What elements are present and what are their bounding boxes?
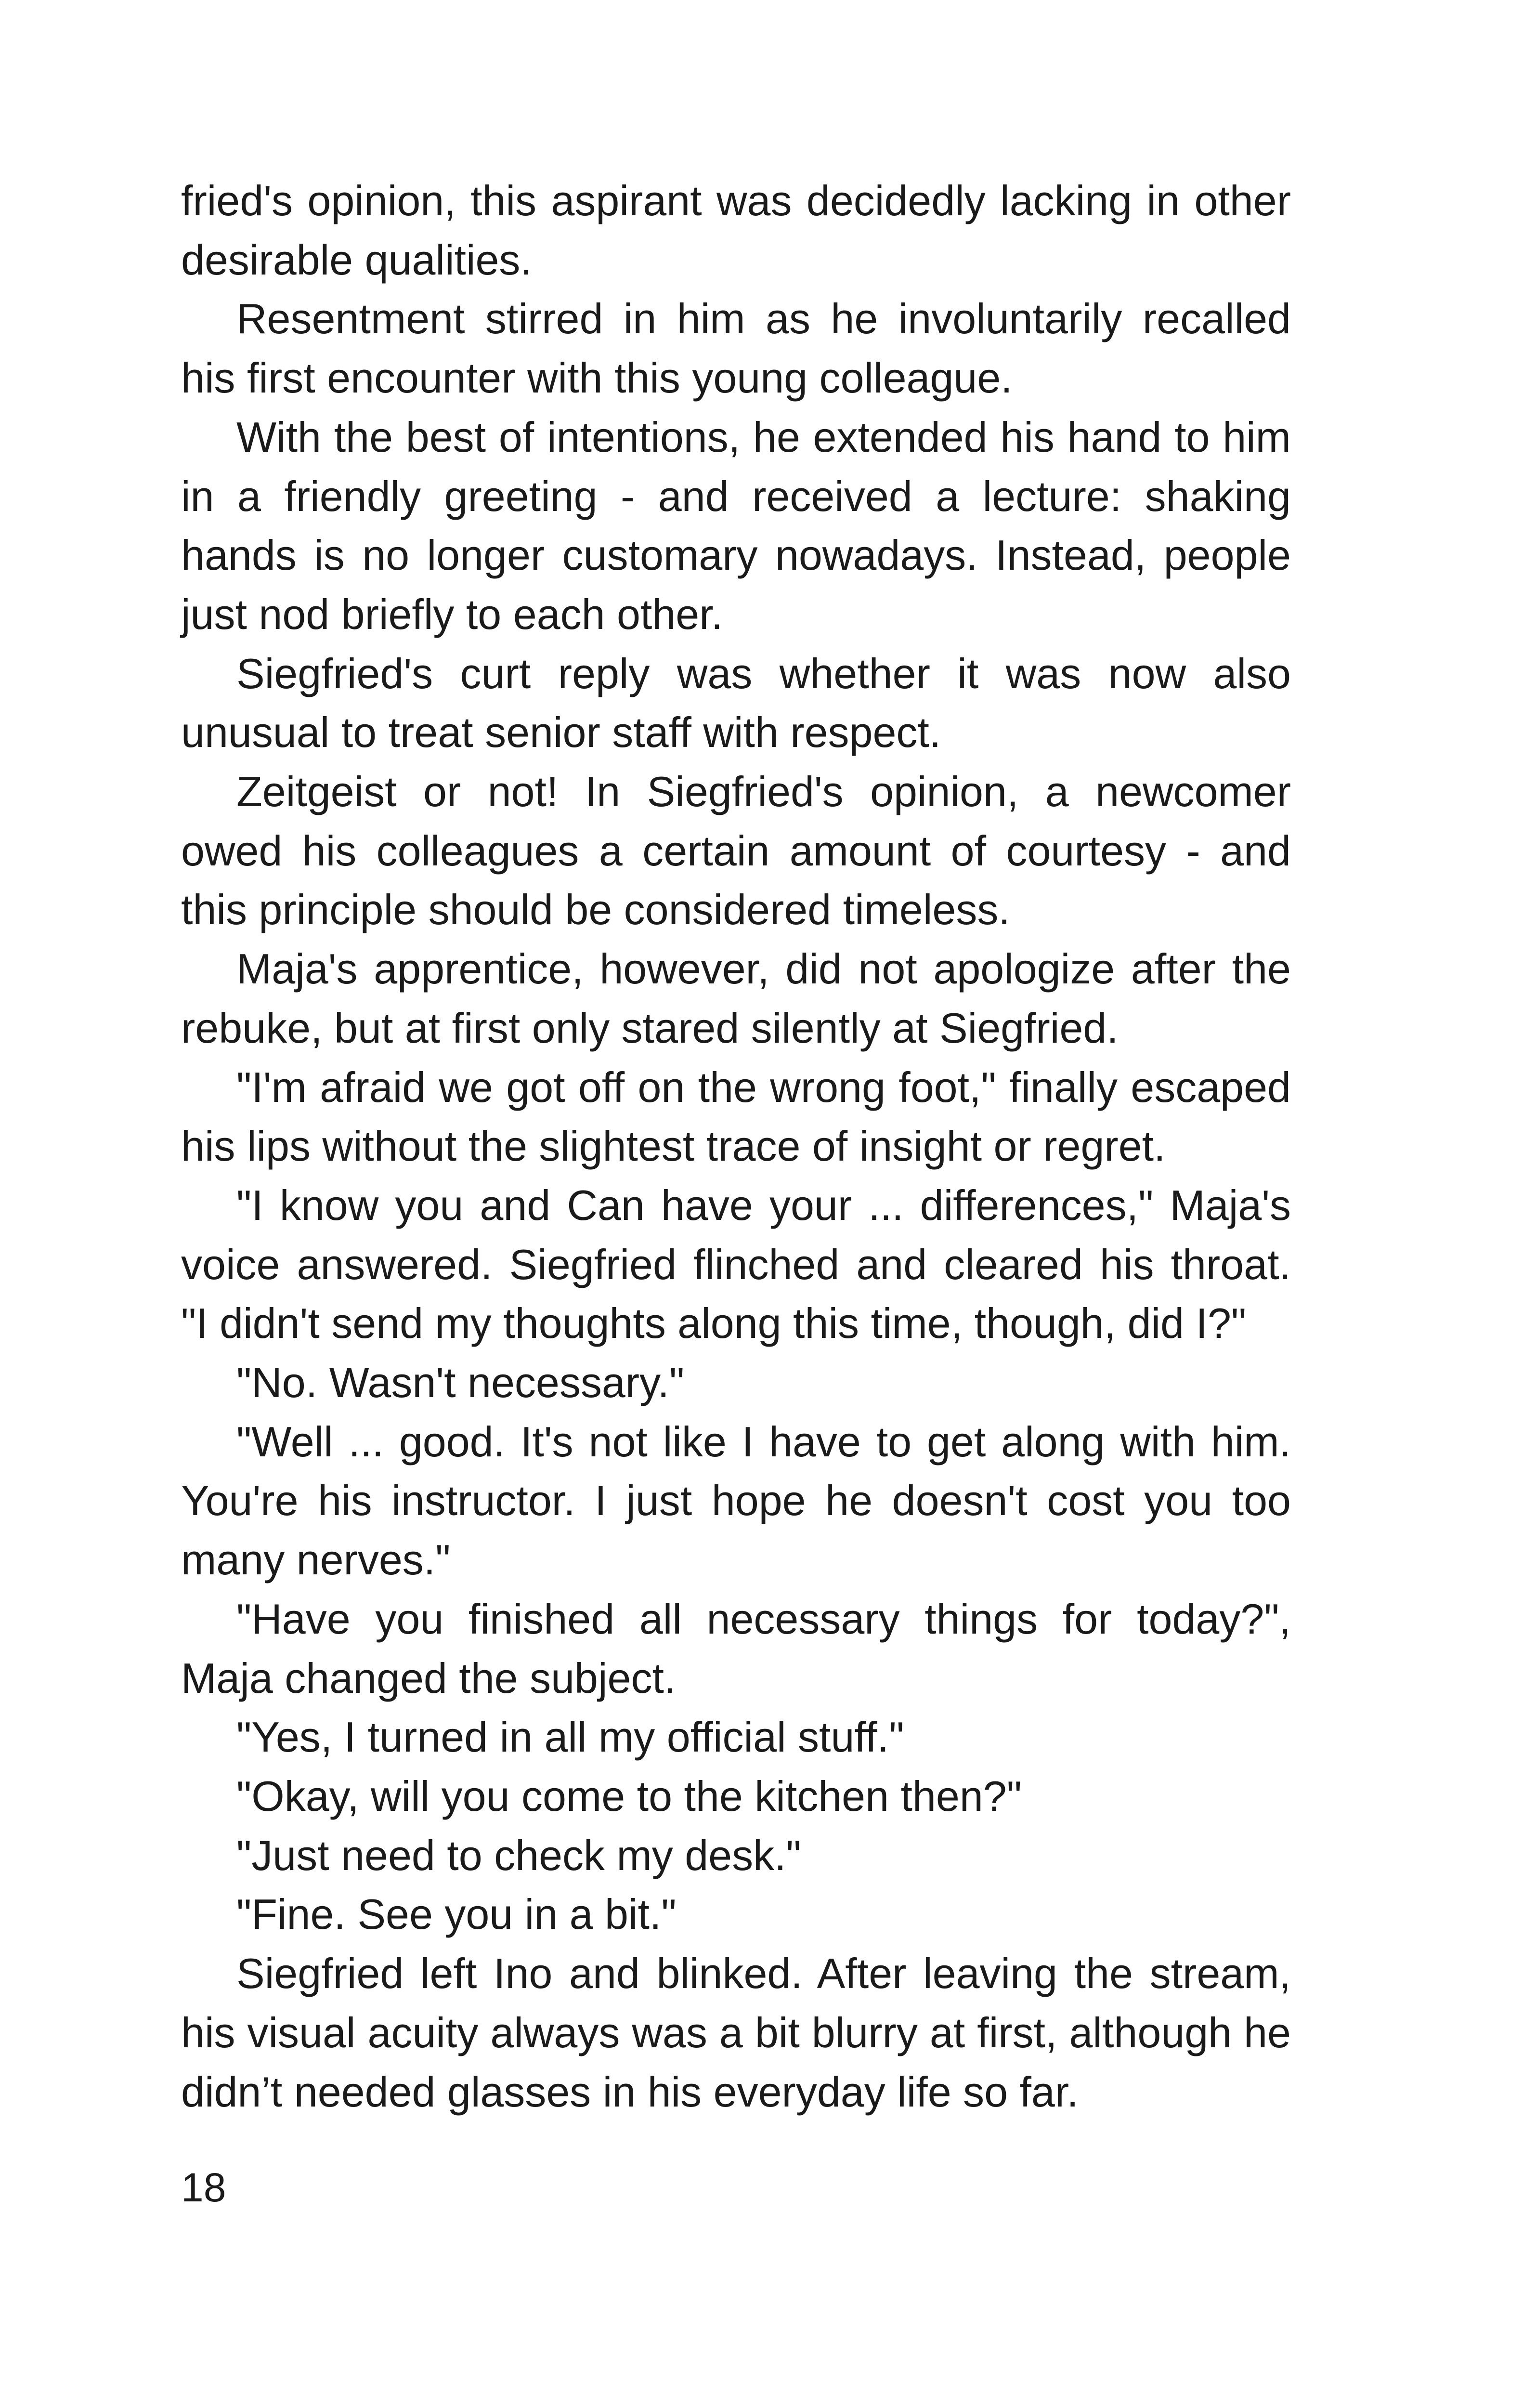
paragraph-14: "Just need to check my desk.": [236, 1831, 801, 1879]
paragraph-7: "I'm afraid we got off on the wrong foot," finally escaped his lips without the slightest trace of insight or regret.: [181, 1063, 1291, 1170]
paragraph-9: "No. Wasn't necessary.": [236, 1359, 685, 1407]
paragraph-16: Siegfried left Ino and blinked. After leaving the stream, his visual acuity always was a bit blurry at first, although he didn’t needed glasses in his everyday life so far.: [181, 1950, 1291, 2116]
paragraph-1: fried's opinion, this aspirant was decidedly lacking in other desirable qualities.: [181, 177, 1291, 284]
paragraph-2: Resentment stirred in him as he involuntarily recalled his first encounter with this young colleague.: [181, 295, 1291, 402]
paragraph-5: Zeitgeist or not! In Siegfried's opinion, a newcomer owed his colleagues a certain amount of courtesy - and this principle should be considered timeless.: [181, 768, 1291, 934]
paragraph-8: "I know you and Can have your ... differences," Maja's voice answered. Siegfried flinched and cleared his throat. "I didn't send my thoughts along this time, though, did I?": [181, 1181, 1291, 1348]
paragraph-4: Siegfried's curt reply was whether it was now also unusual to treat senior staff with respect.: [181, 649, 1291, 757]
paragraph-3: With the best of intentions, he extended his hand to him in a friendly greeting - and received a lecture: shaking hands is no longer customary nowadays. Instead, people just nod briefly to each other.: [181, 413, 1291, 638]
paragraph-15: "Fine. See you in a bit.": [236, 1890, 677, 1938]
paragraph-10: "Well ... good. It's not like I have to get along with him. You're his instructor. I just hope he doesn't cost you too many nerves.": [181, 1417, 1291, 1584]
paragraph-12: "Yes, I turned in all my official stuff.": [236, 1713, 904, 1761]
paragraph-13: "Okay, will you come to the kitchen then?": [236, 1772, 1022, 1820]
paragraph-6: Maja's apprentice, however, did not apologize after the rebuke, but at first only stared silently at Siegfried.: [181, 945, 1291, 1052]
body-text: [181, 171, 1291, 2121]
paragraph-11: "Have you finished all necessary things for today?", Maja changed the subject.: [181, 1595, 1291, 1702]
page-number: 18: [181, 2165, 226, 2210]
